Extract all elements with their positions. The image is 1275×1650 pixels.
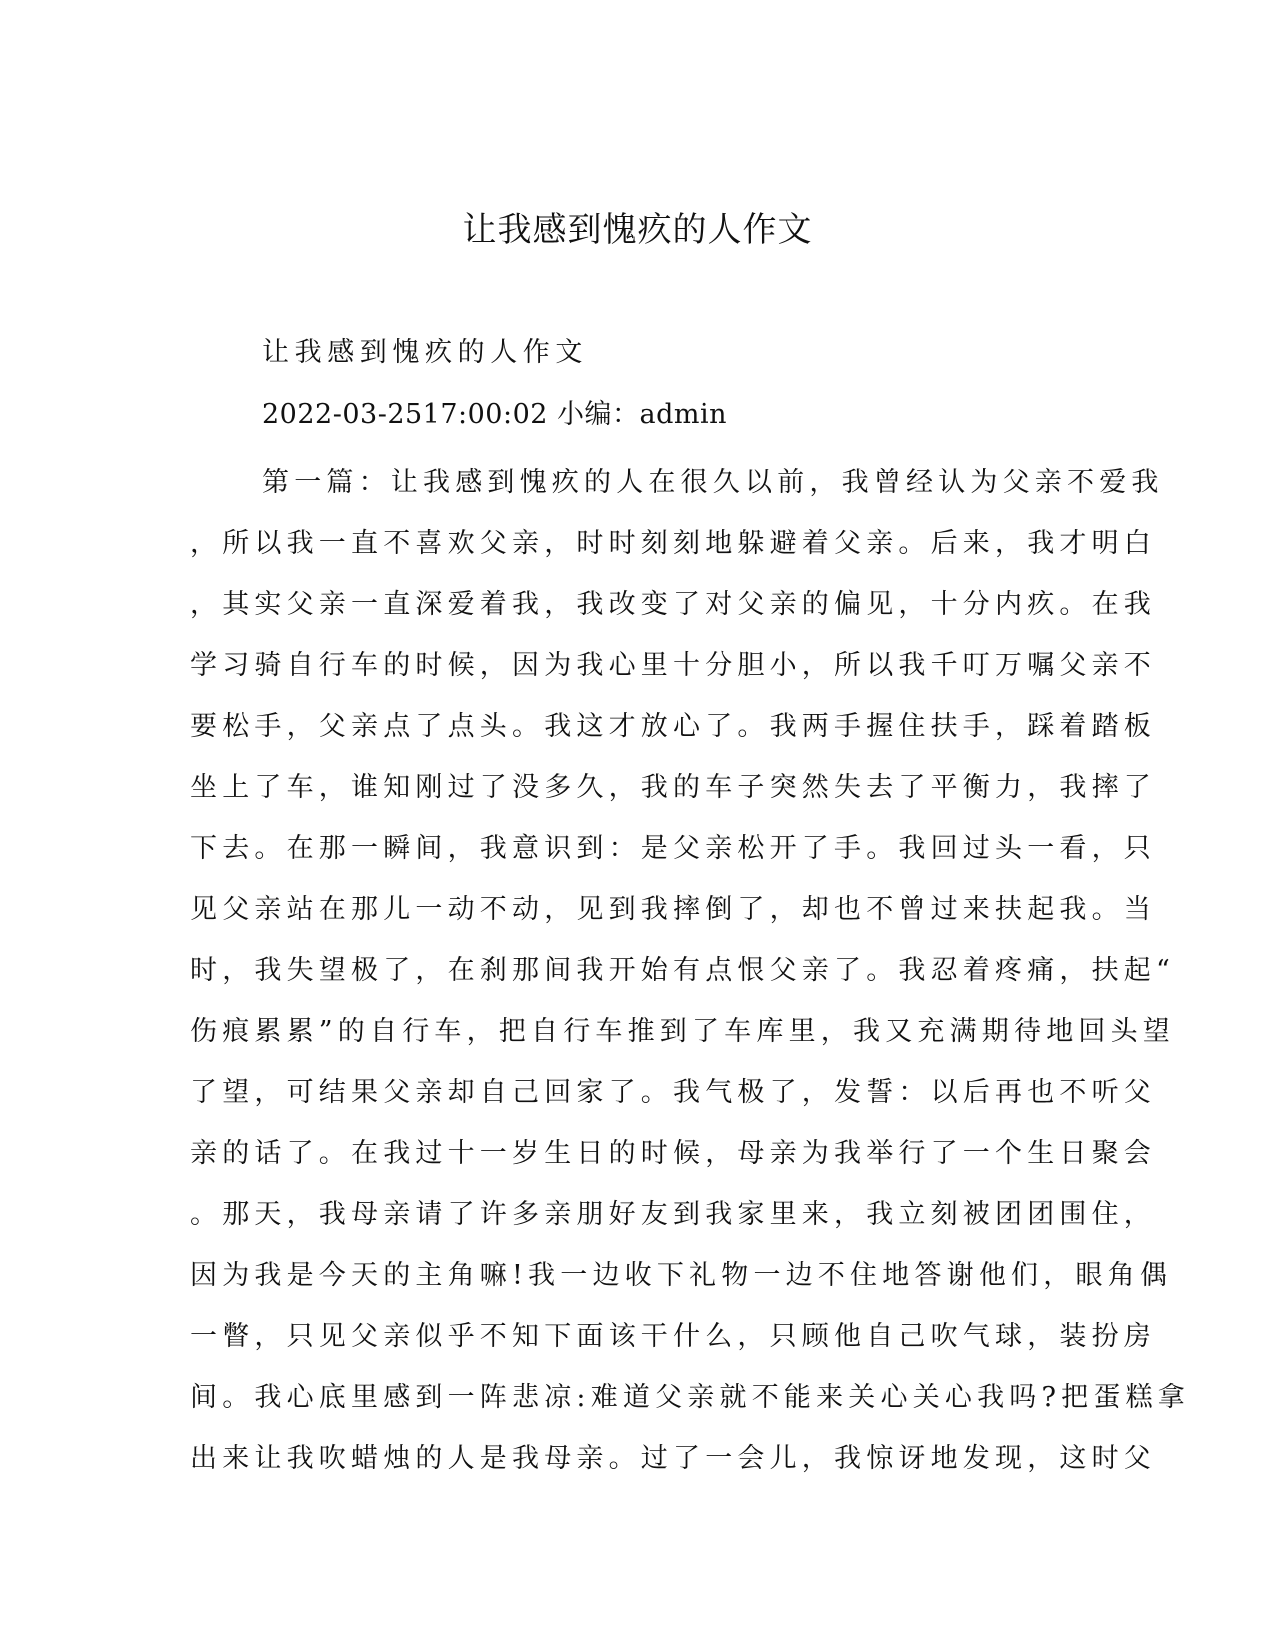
body-line: 伤痕累累”的自行车，把自行车推到了车库里，我又充满期待地回头望 bbox=[190, 1016, 1176, 1047]
body-line: 了望，可结果父亲却自己回家了。我气极了，发誓：以后再也不听父 bbox=[190, 1077, 1156, 1108]
body-line: 因为我是今天的主角嘛!我一边收下礼物一边不住地答谢他们，眼角偶 bbox=[190, 1260, 1173, 1291]
body-line: 出来让我吹蜡烛的人是我母亲。过了一会儿，我惊讶地发现，这时父 bbox=[190, 1443, 1156, 1474]
body-line: 亲的话了。在我过十一岁生日的时候，母亲为我举行了一个生日聚会 bbox=[190, 1138, 1156, 1169]
article-body bbox=[190, 452, 1190, 1489]
body-line: 。那天，我母亲请了许多亲朋好友到我家里来，我立刻被团团围住， bbox=[190, 1199, 1156, 1230]
body-line: 间。我心底里感到一阵悲凉:难道父亲就不能来关心关心我吗?把蛋糕拿 bbox=[190, 1382, 1190, 1413]
article-subtitle: 让我感到愧疚的人作文 bbox=[262, 337, 588, 368]
body-line: 要松手，父亲点了点头。我这才放心了。我两手握住扶手，踩着踏板 bbox=[190, 711, 1156, 742]
body-line: 下去。在那一瞬间，我意识到：是父亲松开了手。我回过头一看，只 bbox=[190, 833, 1156, 864]
body-line: 第一篇：让我感到愧疚的人在很久以前，我曾经认为父亲不爱我 bbox=[262, 467, 1164, 498]
body-line: ，其实父亲一直深爱着我，我改变了对父亲的偏见，十分内疚。在我 bbox=[190, 589, 1156, 620]
document-title: 让我感到愧疚的人作文 bbox=[462, 210, 813, 250]
body-line: 时，我失望极了，在刹那间我开始有点恨父亲了。我忍着疼痛，扶起“ bbox=[190, 955, 1176, 986]
body-line: 一瞥，只见父亲似乎不知下面该干什么，只顾他自己吹气球，装扮房 bbox=[190, 1321, 1156, 1352]
body-line: 坐上了车，谁知刚过了没多久，我的车子突然失去了平衡力，我摔了 bbox=[190, 772, 1156, 803]
body-line: 学习骑自行车的时候，因为我心里十分胆小，所以我千叮万嘱父亲不 bbox=[190, 650, 1156, 681]
body-line: ，所以我一直不喜欢父亲，时时刻刻地躲避着父亲。后来，我才明白 bbox=[190, 528, 1156, 559]
body-line: 见父亲站在那儿一动不动，见到我摔倒了，却也不曾过来扶起我。当 bbox=[190, 894, 1156, 925]
article-meta: 2022-03-2517:00:02 小编：admin bbox=[262, 399, 728, 430]
